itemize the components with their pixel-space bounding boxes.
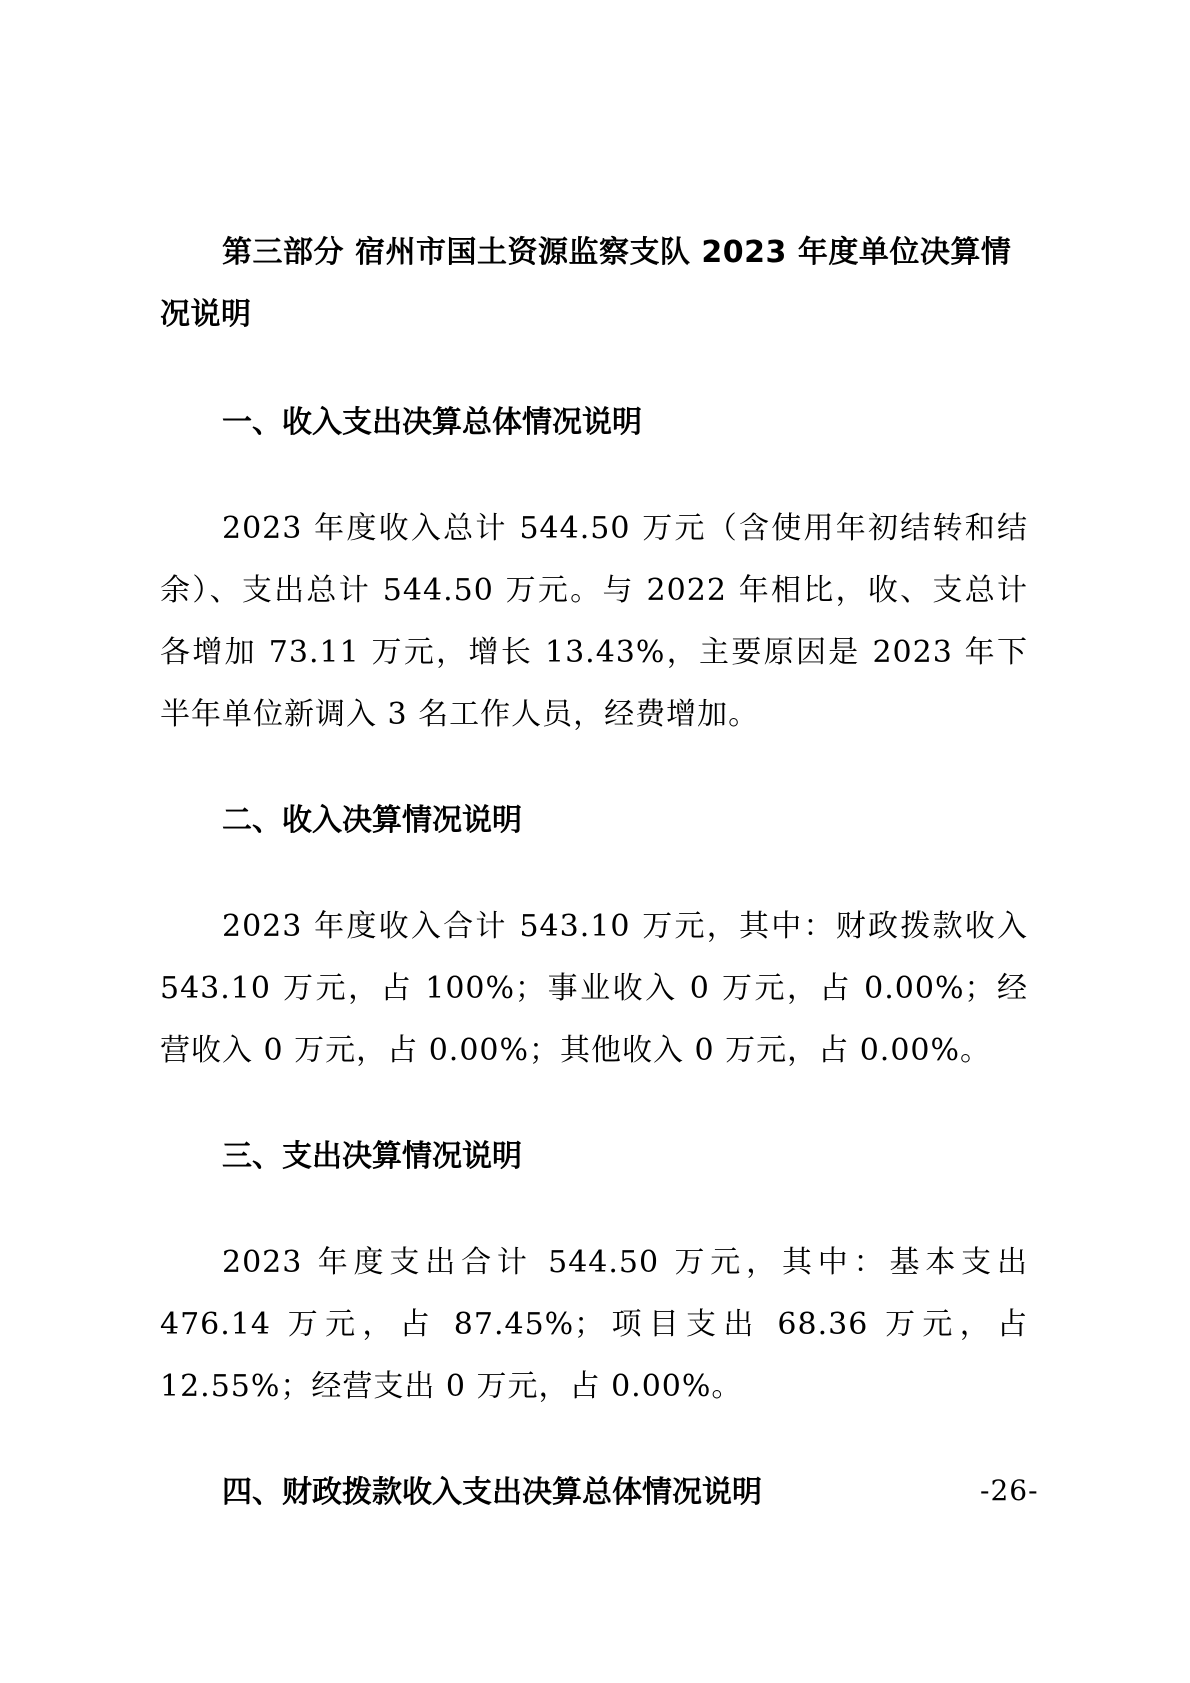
page-title: 第三部分 宿州市国土资源监察支队 2023 年度单位决算情况说明 [160,235,1012,332]
section-heading-4: 四、财政拨款收入支出决算总体情况说明 [222,1475,762,1510]
section-paragraph-1: 2023 年度收入总计 544.50 万元（含使用年初结转和结余）、支出总计 544.50 万元。与 2022 年相比，收、支总计各增加 73.11 万元，增长 13.43%，主要原因是 2023 年下半年单位新调入 3 名工作人员，经费增加。 [160,511,1028,732]
section-paragraph-3: 2023 年度支出合计 544.50 万元，其中：基本支出 476.14 万元，占 87.45%；项目支出 68.36 万元，占 12.55%；经营支出 0 万元，占 0.00%。 [160,1245,1028,1404]
section-heading-3: 三、支出决算情况说明 [222,1139,522,1174]
section-heading-1: 一、收入支出决算总体情况说明 [222,405,642,440]
section-paragraph-2: 2023 年度收入合计 543.10 万元，其中：财政拨款收入 543.10 万元，占 100%；事业收入 0 万元，占 0.00%；经营收入 0 万元，占 0.00%；其他收入 0 万元，占 0.00%。 [160,909,1028,1068]
page-number: -26- [980,1474,1039,1507]
document-body [160,222,1028,1524]
section-heading-2: 二、收入决算情况说明 [222,803,522,838]
